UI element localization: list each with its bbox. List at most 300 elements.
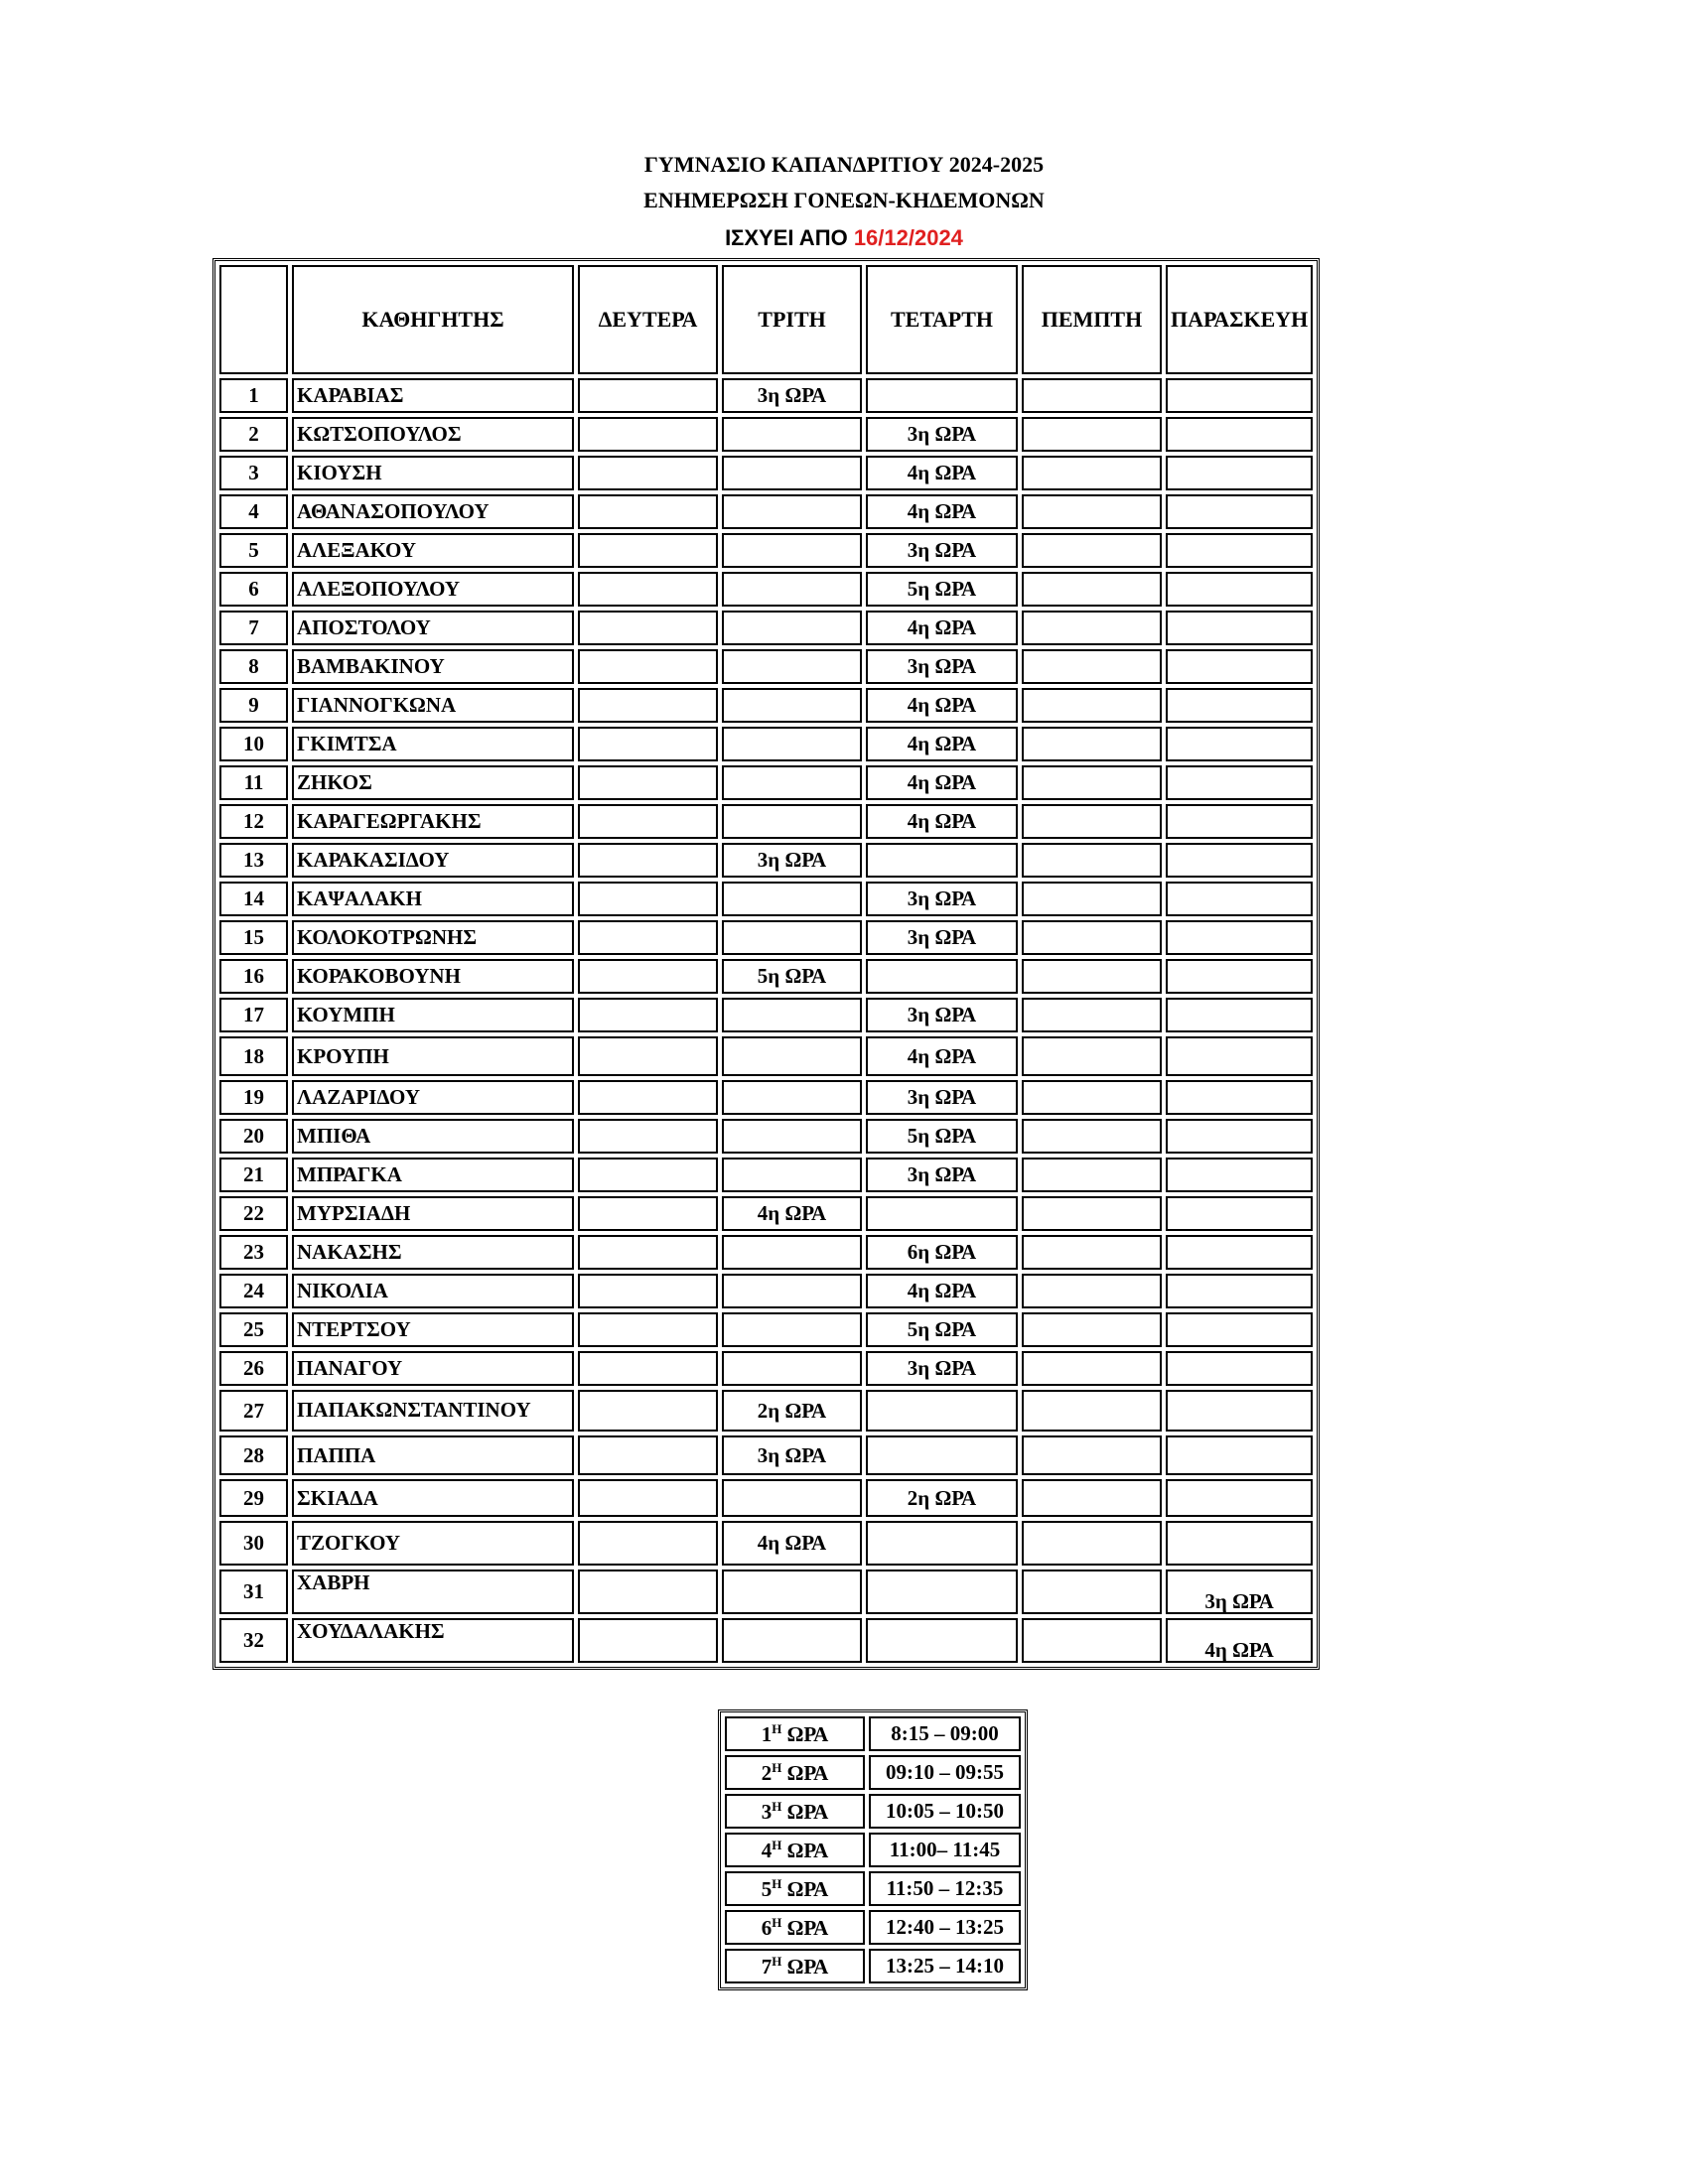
cell-thu: [1022, 765, 1162, 800]
cell-mon: [578, 1158, 718, 1192]
cell-mon: [578, 1351, 718, 1386]
table-row: [219, 765, 1313, 800]
effective-date-prefix: ΙΣΧΥΕΙ ΑΠΟ: [725, 225, 854, 250]
cell-tue: [722, 611, 862, 645]
period-time: 8:15 – 09:00: [869, 1716, 1021, 1751]
cell-fri: [1166, 998, 1313, 1032]
cell-tue: [722, 572, 862, 607]
cell-fri: [1166, 611, 1313, 645]
cell-tue: 5η ΩΡΑ: [722, 959, 862, 994]
cell-thu: [1022, 727, 1162, 761]
col-header-monday: ΔΕΥΤΕΡΑ: [578, 265, 718, 374]
cell-name: ΑΛΕΞΟΠΟΥΛΟΥ: [292, 572, 574, 607]
table-row: [219, 1351, 1313, 1386]
table-row: [219, 1274, 1313, 1308]
cell-wed: 4η ΩΡΑ: [866, 804, 1018, 839]
cell-num: 11: [219, 765, 288, 800]
cell-fri: [1166, 649, 1313, 684]
period-row: [725, 1871, 1021, 1906]
period-ordinal: Η: [772, 1953, 782, 1969]
table-row: [219, 1235, 1313, 1270]
col-header-number: [219, 265, 288, 374]
table-row: [219, 688, 1313, 723]
cell-num: 29: [219, 1479, 288, 1517]
cell-thu: [1022, 1274, 1162, 1308]
cell-tue: [722, 456, 862, 490]
cell-thu: [1022, 494, 1162, 529]
cell-thu: [1022, 611, 1162, 645]
period-time: 13:25 – 14:10: [869, 1949, 1021, 1983]
period-word: ΩΡΑ: [781, 1915, 829, 1940]
table-row: [219, 1036, 1313, 1076]
period-time: 12:40 – 13:25: [869, 1910, 1021, 1945]
cell-fri: [1166, 1435, 1313, 1475]
cell-tue: [722, 417, 862, 452]
table-row: [219, 920, 1313, 955]
cell-thu: [1022, 804, 1162, 839]
cell-name: ΓΙΑΝΝΟΓΚΩΝΑ: [292, 688, 574, 723]
cell-wed: 4η ΩΡΑ: [866, 688, 1018, 723]
period-ordinal: Η: [772, 1759, 782, 1775]
cell-mon: [578, 882, 718, 916]
cell-mon: [578, 1119, 718, 1154]
cell-name: ΤΖΟΓΚΟΥ: [292, 1521, 574, 1566]
cell-fri: [1166, 1390, 1313, 1432]
table-row: [219, 1312, 1313, 1347]
cell-tue: [722, 494, 862, 529]
cell-thu: [1022, 1570, 1162, 1614]
cell-mon: [578, 1080, 718, 1115]
period-times-table: [718, 1709, 1028, 1990]
cell-wed: 3η ΩΡΑ: [866, 1158, 1018, 1192]
period-number: 2: [761, 1760, 773, 1785]
cell-mon: [578, 1521, 718, 1566]
period-number: 1: [761, 1721, 773, 1746]
table-row: [219, 572, 1313, 607]
cell-name: ΠΑΠΑΚΩΝΣΤΑΝΤΙΝΟΥ: [292, 1390, 574, 1432]
cell-tue: [722, 1119, 862, 1154]
cell-thu: [1022, 417, 1162, 452]
cell-name: ΚΟΥΜΠΗ: [292, 998, 574, 1032]
cell-mon: [578, 1274, 718, 1308]
cell-tue: [722, 882, 862, 916]
cell-name: ΧΑΒΡΗ: [292, 1570, 574, 1614]
cell-name: ΑΠΟΣΤΟΛΟΥ: [292, 611, 574, 645]
table-row: [219, 804, 1313, 839]
cell-name: ΝΑΚΑΣΗΣ: [292, 1235, 574, 1270]
cell-mon: [578, 1312, 718, 1347]
period-label: [725, 1833, 865, 1867]
cell-thu: [1022, 1618, 1162, 1663]
period-ordinal: Η: [772, 1875, 782, 1891]
cell-name: ΛΑΖΑΡΙΔΟΥ: [292, 1080, 574, 1115]
cell-thu: [1022, 1036, 1162, 1076]
cell-fri: [1166, 804, 1313, 839]
cell-wed: 3η ΩΡΑ: [866, 920, 1018, 955]
table-row: [219, 533, 1313, 568]
cell-mon: [578, 533, 718, 568]
period-time: 09:10 – 09:55: [869, 1755, 1021, 1790]
table-row: [219, 456, 1313, 490]
cell-num: 15: [219, 920, 288, 955]
period-label: [725, 1716, 865, 1751]
cell-thu: [1022, 378, 1162, 413]
cell-fri: [1166, 533, 1313, 568]
cell-thu: [1022, 1312, 1162, 1347]
col-header-tuesday: ΤΡΙΤΗ: [722, 265, 862, 374]
cell-name: ΝΤΕΡΤΣΟΥ: [292, 1312, 574, 1347]
cell-tue: 3η ΩΡΑ: [722, 843, 862, 878]
cell-name: ΚΑΨΑΛΑΚΗ: [292, 882, 574, 916]
cell-name: ΖΗΚΟΣ: [292, 765, 574, 800]
col-header-thursday: ΠΕΜΠΤΗ: [1022, 265, 1162, 374]
table-row: [219, 417, 1313, 452]
cell-num: 23: [219, 1235, 288, 1270]
cell-name: ΜΥΡΣΙΑΔΗ: [292, 1196, 574, 1231]
table-row: [219, 998, 1313, 1032]
cell-num: 31: [219, 1570, 288, 1614]
cell-name: ΒΑΜΒΑΚΙΝΟΥ: [292, 649, 574, 684]
cell-name: ΚΟΡΑΚΟΒΟΥΝΗ: [292, 959, 574, 994]
cell-num: 19: [219, 1080, 288, 1115]
cell-mon: [578, 1235, 718, 1270]
cell-num: 12: [219, 804, 288, 839]
cell-name: ΑΛΕΞΑΚΟΥ: [292, 533, 574, 568]
table-header-row: [219, 265, 1313, 374]
cell-num: 21: [219, 1158, 288, 1192]
table-row: [219, 378, 1313, 413]
cell-mon: [578, 1196, 718, 1231]
cell-tue: [722, 1274, 862, 1308]
period-word: ΩΡΑ: [781, 1760, 829, 1785]
cell-fri: [1166, 1274, 1313, 1308]
cell-fri: [1166, 378, 1313, 413]
cell-name: ΚΟΛΟΚΟΤΡΩΝΗΣ: [292, 920, 574, 955]
cell-fri: [1166, 417, 1313, 452]
cell-name: ΚΙΟΥΣΗ: [292, 456, 574, 490]
cell-num: 7: [219, 611, 288, 645]
cell-num: 30: [219, 1521, 288, 1566]
cell-wed: 2η ΩΡΑ: [866, 1479, 1018, 1517]
cell-tue: [722, 804, 862, 839]
cell-fri: [1166, 765, 1313, 800]
cell-wed: [866, 843, 1018, 878]
table-row: [219, 1390, 1313, 1432]
cell-num: 5: [219, 533, 288, 568]
cell-fri: [1166, 572, 1313, 607]
cell-wed: 3η ΩΡΑ: [866, 1080, 1018, 1115]
col-header-wednesday: ΤΕΤΑΡΤΗ: [866, 265, 1018, 374]
effective-date: 16/12/2024: [853, 225, 963, 250]
cell-tue: [722, 1570, 862, 1614]
cell-wed: 3η ΩΡΑ: [866, 649, 1018, 684]
cell-name: ΚΑΡΑΒΙΑΣ: [292, 378, 574, 413]
cell-mon: [578, 959, 718, 994]
cell-wed: [866, 1435, 1018, 1475]
cell-mon: [578, 572, 718, 607]
cell-num: 3: [219, 456, 288, 490]
cell-tue: 2η ΩΡΑ: [722, 1390, 862, 1432]
cell-thu: [1022, 843, 1162, 878]
cell-mon: [578, 378, 718, 413]
table-row: [219, 611, 1313, 645]
cell-wed: [866, 1618, 1018, 1663]
cell-fri: [1166, 1080, 1313, 1115]
cell-num: 24: [219, 1274, 288, 1308]
cell-tue: [722, 765, 862, 800]
cell-name: ΠΑΠΠΑ: [292, 1435, 574, 1475]
cell-fri: [1166, 1351, 1313, 1386]
table-row: [219, 727, 1313, 761]
cell-mon: [578, 649, 718, 684]
cell-fri: [1166, 1235, 1313, 1270]
period-row: [725, 1755, 1021, 1790]
cell-mon: [578, 1570, 718, 1614]
cell-mon: [578, 843, 718, 878]
cell-num: 9: [219, 688, 288, 723]
cell-num: 27: [219, 1390, 288, 1432]
cell-name: ΣΚΙΑΔΑ: [292, 1479, 574, 1517]
period-ordinal: Η: [772, 1798, 782, 1814]
table-row: [219, 1618, 1313, 1663]
cell-fri: [1166, 1312, 1313, 1347]
period-time: 11:00– 11:45: [869, 1833, 1021, 1867]
table-row: [219, 649, 1313, 684]
col-header-teacher: ΚΑΘΗΓΗΤΗΣ: [292, 265, 574, 374]
cell-mon: [578, 998, 718, 1032]
cell-tue: 3η ΩΡΑ: [722, 1435, 862, 1475]
cell-tue: [722, 688, 862, 723]
cell-name: ΝΙΚΟΛΙΑ: [292, 1274, 574, 1308]
cell-thu: [1022, 572, 1162, 607]
period-word: ΩΡΑ: [781, 1838, 829, 1862]
table-row: [219, 1521, 1313, 1566]
cell-fri: [1166, 494, 1313, 529]
cell-tue: [722, 1080, 862, 1115]
cell-mon: [578, 417, 718, 452]
cell-fri: [1166, 959, 1313, 994]
period-row: [725, 1716, 1021, 1751]
cell-tue: [722, 998, 862, 1032]
period-word: ΩΡΑ: [781, 1876, 829, 1901]
cell-thu: [1022, 882, 1162, 916]
table-row: [219, 1479, 1313, 1517]
period-times-body: [725, 1716, 1021, 1983]
cell-tue: [722, 920, 862, 955]
teacher-schedule-table: [212, 258, 1320, 1670]
cell-wed: [866, 959, 1018, 994]
cell-mon: [578, 1479, 718, 1517]
cell-thu: [1022, 1390, 1162, 1432]
cell-tue: [722, 1479, 862, 1517]
table-body: [219, 378, 1313, 1663]
cell-mon: [578, 1036, 718, 1076]
cell-wed: [866, 1196, 1018, 1231]
period-row: [725, 1833, 1021, 1867]
table-row: [219, 494, 1313, 529]
period-word: ΩΡΑ: [781, 1721, 829, 1746]
cell-name: ΜΠΡΑΓΚΑ: [292, 1158, 574, 1192]
cell-fri: [1166, 1521, 1313, 1566]
cell-num: 25: [219, 1312, 288, 1347]
cell-mon: [578, 727, 718, 761]
period-time: 11:50 – 12:35: [869, 1871, 1021, 1906]
effective-date-line: [0, 225, 1688, 251]
cell-num: 22: [219, 1196, 288, 1231]
cell-num: 28: [219, 1435, 288, 1475]
cell-fri: [1166, 688, 1313, 723]
cell-wed: 4η ΩΡΑ: [866, 1036, 1018, 1076]
cell-thu: [1022, 1235, 1162, 1270]
cell-tue: [722, 1036, 862, 1076]
cell-thu: [1022, 688, 1162, 723]
table-row: [219, 959, 1313, 994]
cell-wed: [866, 378, 1018, 413]
cell-wed: 5η ΩΡΑ: [866, 572, 1018, 607]
period-label: [725, 1794, 865, 1829]
period-label: [725, 1949, 865, 1983]
table-row: [219, 1196, 1313, 1231]
cell-wed: 5η ΩΡΑ: [866, 1119, 1018, 1154]
cell-name: ΓΚΙΜΤΣΑ: [292, 727, 574, 761]
cell-mon: [578, 1618, 718, 1663]
cell-fri: [1166, 1119, 1313, 1154]
cell-thu: [1022, 1158, 1162, 1192]
cell-thu: [1022, 533, 1162, 568]
cell-wed: 3η ΩΡΑ: [866, 998, 1018, 1032]
period-number: 6: [761, 1915, 773, 1940]
cell-thu: [1022, 1521, 1162, 1566]
cell-wed: 4η ΩΡΑ: [866, 765, 1018, 800]
cell-fri: 3η ΩΡΑ: [1166, 1570, 1313, 1614]
cell-thu: [1022, 1435, 1162, 1475]
cell-fri: [1166, 1158, 1313, 1192]
cell-thu: [1022, 998, 1162, 1032]
table-row: [219, 1158, 1313, 1192]
cell-num: 8: [219, 649, 288, 684]
cell-name: ΚΑΡΑΚΑΣΙΔΟΥ: [292, 843, 574, 878]
cell-tue: [722, 1312, 862, 1347]
cell-wed: 6η ΩΡΑ: [866, 1235, 1018, 1270]
period-row: [725, 1910, 1021, 1945]
cell-wed: [866, 1570, 1018, 1614]
period-label: [725, 1910, 865, 1945]
cell-tue: 3η ΩΡΑ: [722, 378, 862, 413]
cell-thu: [1022, 959, 1162, 994]
cell-wed: 3η ΩΡΑ: [866, 1351, 1018, 1386]
cell-mon: [578, 804, 718, 839]
cell-tue: 4η ΩΡΑ: [722, 1196, 862, 1231]
table-row: [219, 1080, 1313, 1115]
cell-thu: [1022, 456, 1162, 490]
cell-tue: [722, 1235, 862, 1270]
cell-mon: [578, 688, 718, 723]
cell-thu: [1022, 1196, 1162, 1231]
cell-wed: 4η ΩΡΑ: [866, 727, 1018, 761]
cell-tue: [722, 649, 862, 684]
cell-fri: [1166, 727, 1313, 761]
cell-name: ΑΘΑΝΑΣΟΠΟΥΛΟΥ: [292, 494, 574, 529]
cell-tue: [722, 1618, 862, 1663]
cell-name: ΜΠΙΘΑ: [292, 1119, 574, 1154]
cell-thu: [1022, 1119, 1162, 1154]
cell-thu: [1022, 1080, 1162, 1115]
period-ordinal: Η: [772, 1720, 782, 1736]
cell-name: ΚΩΤΣΟΠΟΥΛΟΣ: [292, 417, 574, 452]
cell-name: ΠΑΝΑΓΟΥ: [292, 1351, 574, 1386]
cell-wed: 4η ΩΡΑ: [866, 611, 1018, 645]
cell-fri: [1166, 456, 1313, 490]
cell-num: 1: [219, 378, 288, 413]
cell-tue: [722, 533, 862, 568]
cell-tue: [722, 1158, 862, 1192]
cell-wed: 4η ΩΡΑ: [866, 456, 1018, 490]
table-row: [219, 1435, 1313, 1475]
period-label: [725, 1755, 865, 1790]
cell-tue: 4η ΩΡΑ: [722, 1521, 862, 1566]
col-header-friday: ΠΑΡΑΣΚΕΥΗ: [1166, 265, 1313, 374]
cell-wed: 3η ΩΡΑ: [866, 533, 1018, 568]
period-number: 3: [761, 1799, 773, 1824]
table-row: [219, 882, 1313, 916]
cell-num: 4: [219, 494, 288, 529]
cell-wed: 5η ΩΡΑ: [866, 1312, 1018, 1347]
period-time: 10:05 – 10:50: [869, 1794, 1021, 1829]
period-label: [725, 1871, 865, 1906]
cell-num: 16: [219, 959, 288, 994]
school-title: ΓΥΜΝΑΣΙΟ ΚΑΠΑΝΔΡΙΤΙΟΥ 2024-2025: [643, 152, 1045, 177]
cell-wed: 4η ΩΡΑ: [866, 494, 1018, 529]
period-number: 7: [761, 1954, 773, 1979]
cell-mon: [578, 611, 718, 645]
cell-name: ΧΟΥΔΑΛΑΚΗΣ: [292, 1618, 574, 1663]
period-ordinal: Η: [772, 1837, 782, 1852]
cell-wed: 3η ΩΡΑ: [866, 882, 1018, 916]
cell-num: 26: [219, 1351, 288, 1386]
period-number: 4: [761, 1838, 773, 1862]
cell-num: 18: [219, 1036, 288, 1076]
cell-wed: [866, 1390, 1018, 1432]
cell-tue: [722, 1351, 862, 1386]
cell-fri: [1166, 882, 1313, 916]
cell-mon: [578, 920, 718, 955]
cell-thu: [1022, 1351, 1162, 1386]
document-subtitle: ΕΝΗΜΕΡΩΣΗ ΓΟΝΕΩΝ-ΚΗΔΕΜΟΝΩΝ: [643, 188, 1045, 212]
cell-fri: [1166, 1036, 1313, 1076]
period-word: ΩΡΑ: [781, 1799, 829, 1824]
cell-num: 17: [219, 998, 288, 1032]
cell-fri: [1166, 843, 1313, 878]
cell-num: 32: [219, 1618, 288, 1663]
cell-mon: [578, 765, 718, 800]
cell-thu: [1022, 1479, 1162, 1517]
cell-num: 6: [219, 572, 288, 607]
cell-fri: [1166, 920, 1313, 955]
table-row: [219, 1570, 1313, 1614]
cell-name: ΚΡΟΥΠΗ: [292, 1036, 574, 1076]
table-row: [219, 843, 1313, 878]
table-row: [219, 1119, 1313, 1154]
period-row: [725, 1949, 1021, 1983]
cell-fri: [1166, 1479, 1313, 1517]
cell-tue: [722, 727, 862, 761]
cell-thu: [1022, 920, 1162, 955]
cell-num: 10: [219, 727, 288, 761]
cell-fri: [1166, 1196, 1313, 1231]
cell-mon: [578, 1435, 718, 1475]
period-row: [725, 1794, 1021, 1829]
cell-thu: [1022, 649, 1162, 684]
